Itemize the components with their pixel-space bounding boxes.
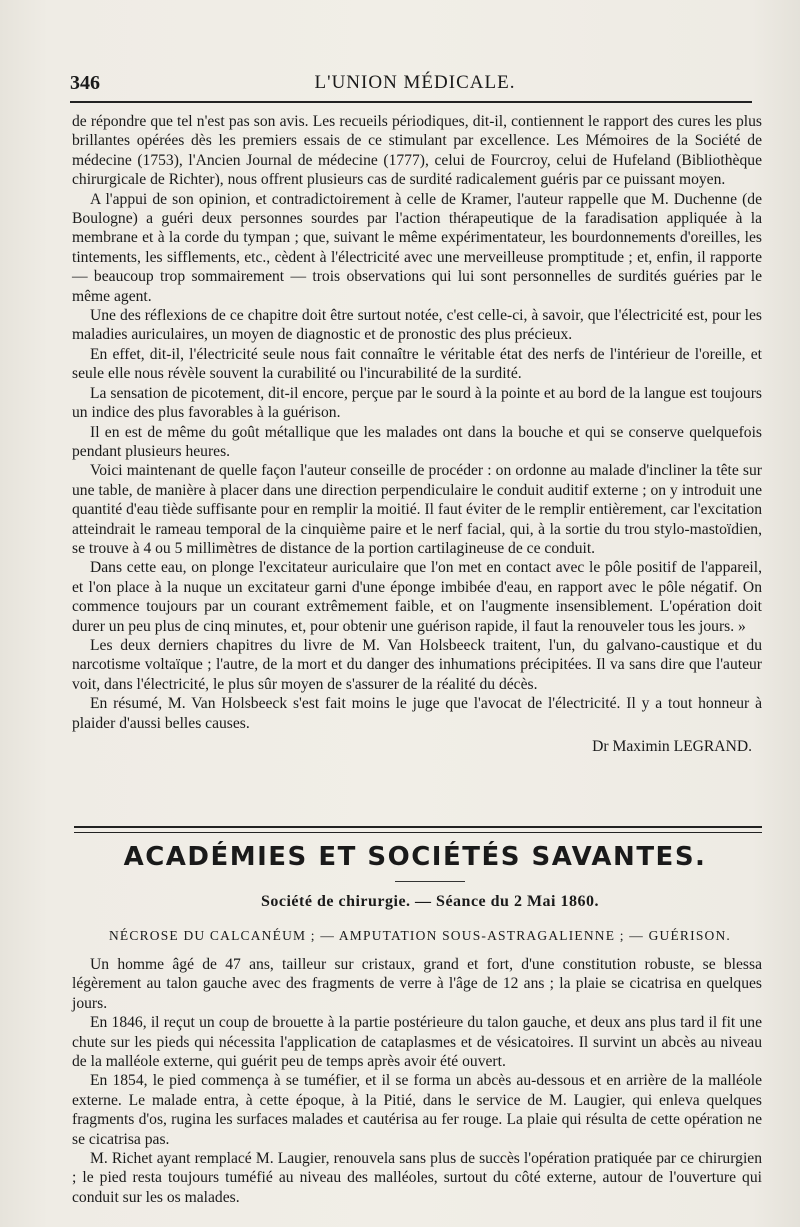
- review-paragraph: Il en est de même du goût métallique que les malades ont dans la bouche et qui se conserve quelquefois pendant plusieurs heures.: [72, 423, 762, 460]
- case-paragraph: En 1846, il reçut un coup de brouette à la partie postérieure du talon gauche, et deux ans plus tard il fit une chute sur les pieds qui nécessita l'application de cataplasmes et de vésicatoires. Il survint un abcès au niveau de la malléole externe, qui guérit peu de temps après avoir été ouvert.: [72, 1014, 762, 1071]
- review-paragraph: En résumé, M. Van Holsbeeck s'est fait moins le juge que l'avocat de l'électricité. Il y a tout honneur à plaider d'aussi belles causes.: [72, 695, 762, 732]
- case-paragraph: En 1854, le pied commença à se tuméfier, et il se forma un abcès au-dessous et en arrière de la malléole externe. Le malade entra, à cette époque, à la Pitié, dans le service de M. Laugier, qui enleva quelques fragments d'os, rugina les surfaces malades et cautérisa au fer rouge. La plaie qui résulta de cette opération ne se cicatrisa pas.: [72, 1072, 762, 1148]
- review-paragraph: La sensation de picotement, dit-il encore, perçue par le sourd à la pointe et au bord de la langue est toujours un indice des plus favorables à la guérison.: [72, 384, 762, 422]
- review-paragraph: Voici maintenant de quelle façon l'auteur conseille de procéder : on ordonne au malade d'incliner la tête sur une table, de manière à placer dans une direction perpendiculaire le conduit auditif externe ; on y introduit une quantité d'eau tiède suffisante pour en remplir la moitié. Il faut éviter de le remplir entièrement, car l'excitation atteindrait le rameau temporal de la cinquième paire et le nerf facial, qui, à la sortie du trou stylo-mastoïdien, se trouve à 4 ou 5 millimètres de distance de la portion cartilagineuse de ce conduit.: [72, 462, 762, 557]
- page-number: 346: [70, 72, 100, 94]
- review-paragraph: A l'appui de son opinion, et contradictoirement à celle de Kramer, l'auteur rappelle que M. Duchenne (de Boulogne) a guéri deux personnes sourdes par l'action thérapeutique de la faradisation appliquée à la membrane et à la corde du tympan ; que, suivant le même expérimentateur, les bourdonnements d'oreilles, les tintements, les sifflements, etc., cèdent à l'électricité avec une merveilleuse promptitude ; et, enfin, il rapporte — beaucoup trop sommairement — trois observations qui lui sont personnelles de surdités guéries par le même agent.: [72, 190, 762, 305]
- section-divider: [74, 826, 762, 833]
- running-head: [70, 72, 760, 98]
- journal-title: L'UNION MÉDICALE.: [314, 72, 516, 93]
- review-paragraph: Une des réflexions de ce chapitre doit être surtout notée, c'est celle-ci, à savoir, que l'électricité est, pour les maladies auriculaires, un moyen de diagnostic et de pronostic des plus précieux.: [72, 307, 762, 344]
- review-paragraph: En effet, dit-il, l'électricité seule nous fait connaître le véritable état des nerfs de l'intérieur de l'oreille, et seule elle nous révèle souvent la curabilité ou l'incurabilité de la surdité.: [72, 345, 762, 383]
- review-paragraph: de répondre que tel n'est pas son avis. Les recueils périodiques, dit-il, contiennent le rapport des cures les plus brillantes opérées dès les premiers essais de ce stimulant par excellence. Les Mémoires de la Société de médecine (1753), l'Ancien Journal de médecine (1777), celui de Fourcroy, celui de Hufeland (Bibliothèque chirurgicale de Richter), nous offrent plusieurs cas de surdité radicalement guéris par ce puissant moyen.: [72, 113, 762, 189]
- section-title: ACADÉMIES ET SOCIÉTÉS SAVANTES.: [123, 842, 707, 872]
- case-paragraph: Un homme âgé de 47 ans, tailleur sur cristaux, grand et fort, d'une constitution robuste, se blessa légèrement au talon gauche avec des fragments de verre à l'âge de 12 ans ; la plaie se cicatrisa en quelques jours.: [72, 956, 762, 1012]
- review-paragraph: Les deux derniers chapitres du livre de M. Van Holsbeeck traitent, l'un, du galvano-caustique et du narcotisme voltaïque ; l'autre, de la mort et du danger des inhumations précipitées. Il va sans dire que l'auteur voit, dans l'électricité, le plus sûr moyen de s'assurer de la réalité du décès.: [72, 636, 762, 693]
- book-review: [72, 112, 762, 756]
- case-title: NÉCROSE DU CALCANÉUM ; — AMPUTATION SOUS-ASTRAGALIENNE ; — GUÉRISON.: [108, 928, 732, 943]
- title-rule: [395, 881, 465, 882]
- review-paragraph: Dans cette eau, on plonge l'excitateur auriculaire que l'on met en contact avec le pôle positif de l'appareil, et l'on place à la nuque un excitateur garni d'une éponge imbibée d'eau, en rapport avec le pôle négatif. On commence toujours par un courant extrêmement faible, et on l'augmente insensiblement. L'opération doit durer un peu plus de cinq minutes, et, pour obtenir une guérison rapide, il faut la renouveler tous les jours. »: [72, 559, 762, 635]
- author-signature: Dr Maximin LEGRAND.: [592, 738, 752, 755]
- header-rule: [70, 101, 752, 103]
- case-paragraph: M. Richet ayant remplacé M. Laugier, renouvela sans plus de succès l'opération pratiquée par ce chirurgien ; le pied resta toujours tuméfié au niveau des malléoles, surtout du côté externe, autour de l'ouverture qui conduit sur les os malades.: [72, 1150, 762, 1206]
- case-report: [72, 955, 762, 1207]
- society-heading: Société de chirurgie. — Séance du 2 Mai 1860.: [260, 893, 599, 910]
